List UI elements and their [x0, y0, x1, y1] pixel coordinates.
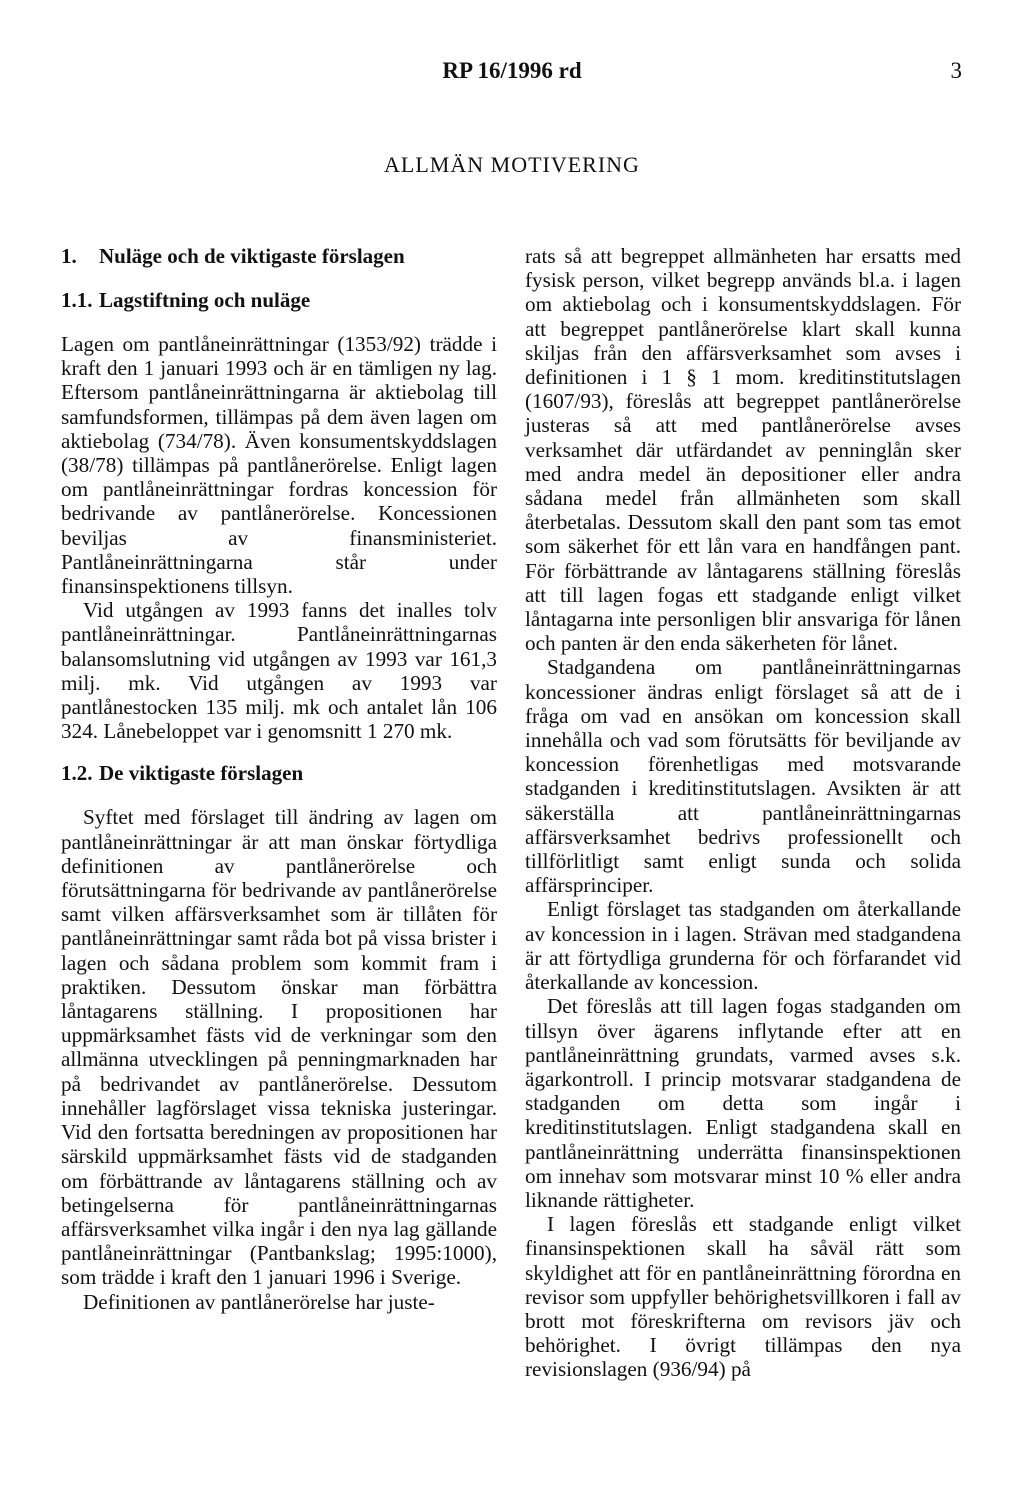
- section-1-2-heading: [61, 761, 497, 785]
- section-1-1-heading: [61, 288, 497, 312]
- paragraph: Syftet med förslaget till ändring av lagen om pantlåneinrättningar är att man önskar förtydliga definitionen av pantlånerörelse och förutsättningarna för bedrivande av pantlånerörelse samt vilken affärsverksamhet som är tillåten för pantlåneinrättningar samt råda bot på vissa brister i lagen och sådana problem som kommit fram i praktiken. Dessutom önskar man förbättra låntagarens ställning. I propositionen har uppmärksamhet fästs vid de verkningar som den allmänna utvecklingen på penningmarknaden har på bedrivandet av pantlånerörelse. Dessutom innehåller lagförslaget vissa tekniska justeringar. Vid den fortsatta beredningen av propositionen har särskild uppmärksamhet fästs vid de stadganden om förbättrande av låntagarens ställning och av betingelserna för pantlåneinrättningarnas affärsverksamhet vilka ingår i den nya lag gällande pantlåneinrättningar (Pantbankslag; 1995:1000), som trädde i kraft den 1 januari 1996 i Sverige.: [61, 805, 497, 1290]
- paragraph: Enligt förslaget tas stadganden om återkallande av koncession in i lagen. Strävan med stadgandena är att förtydliga grunderna för och förfarandet vid återkallande av koncession.: [525, 897, 961, 995]
- main-title: ALLMÄN MOTIVERING: [384, 152, 640, 177]
- paragraph: Det föreslås att till lagen fogas stadganden om tillsyn över ägarens inflytande efter att en pantlåneinrättning grundats, varmed avses s.k. ägarkontroll. I princip motsvarar stadgandena de stadganden om detta som ingår i kreditinstitutslagen. Enligt stadgandena skall en pantlåneinrättning underrätta finansinspektionen om innehav som motsvarar minst 10 % eller andra liknande rättigheter.: [525, 994, 961, 1212]
- section-1-2-title: De viktigaste förslagen: [99, 761, 304, 786]
- page-header: [0, 58, 1024, 88]
- section-1-1-number: 1.1.: [61, 288, 93, 312]
- paragraph: rats så att begreppet allmänheten har ersatts med fysisk person, vilket begrepp används bl.a. i lagen om aktiebolag och i konsumentskyddslagen. För att begreppet pantlånerörelse klart skall kunna skiljas från den affärsverksamhet som avses i definitionen i 1 § 1 mom. kreditinstitutslagen (1607/93), föreslås att begreppet pantlånerörelse justeras så att med pantlånerörelse avses verksamhet där utfärdandet av penninglån sker med andra medel än depositioner eller andra sådana medel från allmänheten som skall återbetalas. Dessutom skall den pant som tas emot som säkerhet för ett lån vara en handfången pant. För förbättrande av låntagarens ställning föreslås att till lagen fogas ett stadgande enligt vilket låntagarna inte personligen blir ansvariga för lånen och panten är den enda säkerheten för lånet.: [525, 244, 961, 656]
- page-number: 3: [950, 58, 962, 83]
- left-column: [61, 244, 497, 1314]
- section-1-number: 1.: [61, 244, 77, 268]
- paragraph: Lagen om pantlåneinrättningar (1353/92) trädde i kraft den 1 januari 1993 och är en tämligen ny lag. Eftersom pantlåneinrättningarna är aktiebolag till samfundsformen, tillämpas på dem även lagen om aktiebolag (734/78). Även konsumentskyddslagen (38/78) tillämpas på pantlånerörelse. Enligt lagen om pantlåneinrättningar fordras koncession för bedrivande av pantlånerörelse. Koncessionen beviljas av finansministeriet. Pantlåneinrättningarna står under finansinspektionens tillsyn.: [61, 332, 497, 599]
- section-1-heading: [61, 244, 497, 268]
- document-id: RP 16/1996 rd: [442, 58, 582, 83]
- paragraph: Vid utgången av 1993 fanns det inalles tolv pantlåneinrättningar. Pantlåneinrättningarnas balansomslutning vid utgången av 1993 var 161,3 milj. mk. Vid utgången av 1993 var pantlånestocken 135 milj. mk och antalet lån 106 324. Lånebeloppet var i genomsnitt 1 270 mk.: [61, 598, 497, 744]
- section-1-title: Nuläge och de viktigaste förslagen: [99, 244, 405, 268]
- section-1-2-number: 1.2.: [61, 761, 93, 786]
- paragraph: I lagen föreslås ett stadgande enligt vilket finansinspektionen skall ha såväl rätt som skyldighet att för en pantlåneinrättning förordna en revisor som uppfyller behörighetsvillkoren i fall av brott mot föreskrifterna om revisors jäv och behörighet. I övrigt tillämpas den nya revisionslagen (936/94) på: [525, 1212, 961, 1382]
- paragraph: Definitionen av pantlånerörelse har juste-: [83, 1289, 435, 1314]
- section-1-1-title: Lagstiftning och nuläge: [99, 288, 311, 312]
- paragraph: Stadgandena om pantlåneinrättningarnas koncessioner ändras enligt förslaget så att de i fråga om vad en ansökan om koncession skall innehålla och vad som förutsätts för beviljande av koncession förenhetligas med motsvarande stadganden i kreditinstitutslagen. Avsikten är att säkerställa att pantlåneinrättningarnas affärsverksamhet bedrivs professionellt och tillförlitligt samt enligt sunda och solida affärsprinciper.: [525, 655, 961, 898]
- right-column: [525, 244, 961, 1382]
